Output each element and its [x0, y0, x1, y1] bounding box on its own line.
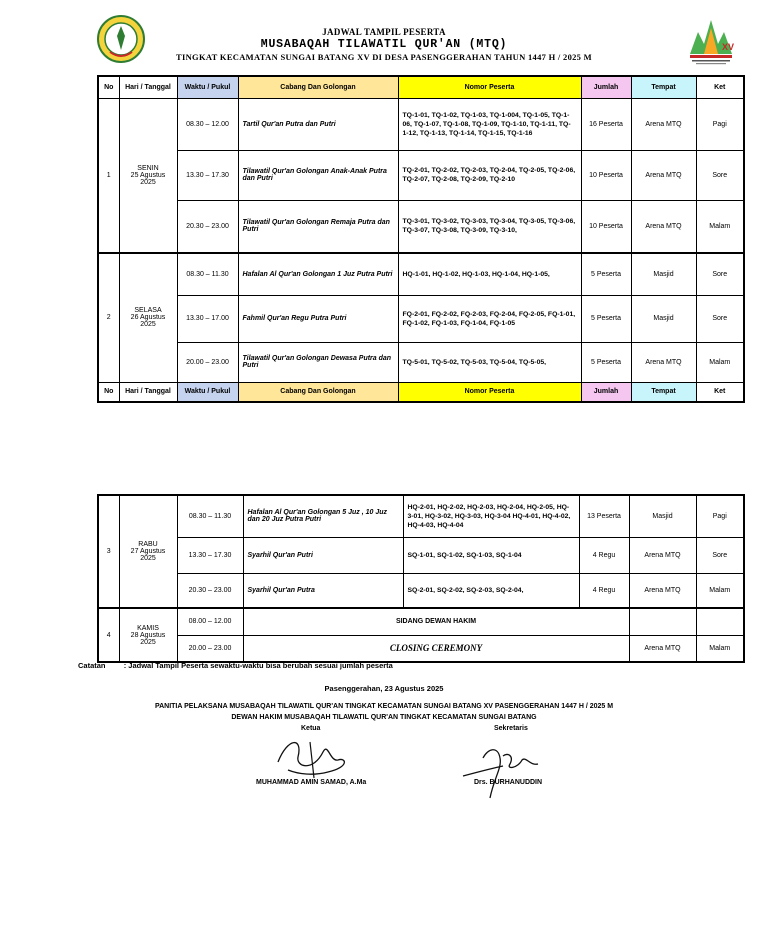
- branch-cell: Syarhil Qur'an Putra: [243, 573, 403, 608]
- day-name: RABU: [138, 541, 158, 548]
- schedule-table-page1: [97, 75, 745, 403]
- branch-cell: Tartil Qur'an Putra dan Putri: [238, 98, 398, 150]
- session-cell: Malam: [696, 342, 744, 382]
- sekretaris-role: Sekretaris: [494, 725, 528, 732]
- count-cell: 10 Peserta: [581, 150, 631, 200]
- col-header-nomor: Nomor Peserta: [398, 382, 581, 402]
- count-cell: 13 Peserta: [579, 495, 629, 537]
- count-cell: 5 Peserta: [581, 253, 631, 295]
- table-header-row: [98, 76, 744, 98]
- participant-numbers: TQ-5-01, TQ-5-02, TQ-5-03, TQ-5-04, TQ-5-05,: [398, 342, 581, 382]
- count-cell: 4 Regu: [579, 537, 629, 573]
- venue-cell: [629, 608, 696, 635]
- time-cell: 13.30 – 17.30: [177, 537, 243, 573]
- session-cell: Sore: [696, 253, 744, 295]
- session-cell: Sore: [696, 150, 744, 200]
- day-date: 28 Agustus 2025: [130, 631, 166, 646]
- day-no: 4: [98, 608, 119, 662]
- participant-numbers: SQ-2-01, SQ-2-02, SQ-2-03, SQ-2-04,: [403, 573, 579, 608]
- time-cell: 20.00 – 23.00: [177, 342, 238, 382]
- col-header-hari: Hari / Tanggal: [119, 76, 177, 98]
- branch-cell: Hafalan Al Qur'an Golongan 1 Juz Putra Putri: [238, 253, 398, 295]
- day-no: 2: [98, 253, 119, 382]
- table-footer-header-row: [98, 382, 744, 402]
- ketua-role: Ketua: [301, 725, 321, 732]
- day-cell: [119, 253, 177, 382]
- table-row: [98, 573, 744, 608]
- session-cell: Pagi: [696, 98, 744, 150]
- day-no: 3: [98, 495, 119, 608]
- col-header-hari: Hari / Tanggal: [119, 382, 177, 402]
- session-cell: Malam: [696, 573, 744, 608]
- venue-cell: Arena MTQ: [631, 342, 696, 382]
- time-cell: 13.30 – 17.00: [177, 295, 238, 342]
- table-row: [98, 200, 744, 253]
- branch-cell: Fahmil Qur'an Regu Putra Putri: [238, 295, 398, 342]
- day-cell: [119, 495, 177, 608]
- schedule-table-page2: [97, 494, 745, 663]
- count-cell: 5 Peserta: [581, 295, 631, 342]
- time-cell: 08.30 – 12.00: [177, 98, 238, 150]
- day-name: KAMIS: [137, 624, 159, 632]
- closing-ceremony-cell: CLOSING CEREMONY: [243, 635, 629, 662]
- table-row: [98, 98, 744, 150]
- col-header-ket: Ket: [696, 382, 744, 402]
- participant-numbers: TQ-3-01, TQ-3-02, TQ-3-03, TQ-3-04, TQ-3-05, TQ-3-06, TQ-3-07, TQ-3-08, TQ-3-09, TQ-3-10,: [398, 200, 581, 253]
- sekretaris-signature: [458, 738, 553, 803]
- col-header-nomor: Nomor Peserta: [398, 76, 581, 98]
- col-header-waktu: Waktu / Pukul: [177, 76, 238, 98]
- table-row: [98, 495, 744, 537]
- col-header-no: No: [98, 382, 119, 402]
- col-header-jumlah: Jumlah: [581, 382, 631, 402]
- note-text: : Jadwal Tampil Peserta sewaktu-waktu bisa berubah sesuai jumlah peserta: [123, 661, 393, 670]
- committee-line2: DEWAN HAKIM MUSABAQAH TILAWATIL QUR'AN TINGKAT KECAMATAN SUNGAI BATANG: [231, 714, 537, 721]
- doc-title-line3: TINGKAT KECAMATAN SUNGAI BATANG XV DI DESA PASENGGERAHAN TAHUN 1447 H / 2025 M: [176, 52, 592, 62]
- doc-title-line1: JADWAL TAMPIL PESERTA: [322, 27, 446, 37]
- count-cell: 16 Peserta: [581, 98, 631, 150]
- venue-cell: Arena MTQ: [631, 98, 696, 150]
- col-header-cabang: Cabang Dan Golongan: [238, 76, 398, 98]
- note-label: Catatan: [78, 661, 106, 670]
- branch-cell: Tilawatil Qur'an Golongan Dewasa Putra dan Putri: [238, 342, 398, 382]
- col-header-tempat: Tempat: [631, 76, 696, 98]
- session-cell: Pagi: [696, 495, 744, 537]
- day-no: 1: [98, 98, 119, 253]
- col-header-ket: Ket: [696, 76, 744, 98]
- table-row: [98, 635, 744, 662]
- col-header-no: No: [98, 76, 119, 98]
- time-cell: 08.00 – 12.00: [177, 608, 243, 635]
- table-row: [98, 150, 744, 200]
- venue-cell: Arena MTQ: [629, 635, 696, 662]
- table-row: [98, 295, 744, 342]
- session-cell: Sore: [696, 537, 744, 573]
- count-cell: 5 Peserta: [581, 342, 631, 382]
- day-cell: [119, 608, 177, 662]
- time-cell: 08.30 – 11.30: [177, 495, 243, 537]
- time-cell: 13.30 – 17.30: [177, 150, 238, 200]
- participant-numbers: TQ-2-01, TQ-2-02, TQ-2-03, TQ-2-04, TQ-2-05, TQ-2-06, TQ-2-07, TQ-2-08, TQ-2-09, TQ-2-10: [398, 150, 581, 200]
- col-header-waktu: Waktu / Pukul: [177, 382, 238, 402]
- day-name: SELASA: [134, 307, 162, 315]
- col-header-jumlah: Jumlah: [581, 76, 631, 98]
- branch-cell: Tilawatil Qur'an Golongan Remaja Putra dan Putri: [238, 200, 398, 253]
- venue-cell: Arena MTQ: [629, 537, 696, 573]
- day-date: 26 Agustus 2025: [130, 314, 166, 329]
- table-row: [98, 608, 744, 635]
- venue-cell: Masjid: [631, 253, 696, 295]
- table-row: [98, 537, 744, 573]
- note-line: [78, 661, 393, 670]
- session-cell: Malam: [696, 200, 744, 253]
- session-cell: Malam: [696, 635, 744, 662]
- session-cell: [696, 608, 744, 635]
- participant-numbers: HQ-1-01, HQ-1-02, HQ-1-03, HQ-1-04, HQ-1-05,: [398, 253, 581, 295]
- venue-cell: Masjid: [631, 295, 696, 342]
- branch-cell: Syarhil Qur'an Putri: [243, 537, 403, 573]
- time-cell: 20.30 – 23.00: [177, 573, 243, 608]
- venue-cell: Arena MTQ: [629, 573, 696, 608]
- ketua-signature: [268, 732, 358, 782]
- venue-cell: Masjid: [629, 495, 696, 537]
- venue-cell: Arena MTQ: [631, 150, 696, 200]
- participant-numbers: SQ-1-01, SQ-1-02, SQ-1-03, SQ-1-04: [403, 537, 579, 573]
- logo-roman-numeral: XV: [722, 42, 735, 52]
- table-row: [98, 342, 744, 382]
- branch-cell: Tilawatil Qur'an Golongan Anak-Anak Putra dan Putri: [238, 150, 398, 200]
- participant-numbers: TQ-1-01, TQ-1-02, TQ-1-03, TQ-1-004, TQ-1-05, TQ-1-06, TQ-1-07, TQ-1-08, TQ-1-09, TQ-1-10, TQ-1-11, TQ-1-12, TQ-1-13, TQ-1-14, TQ-1-15, TQ-1-16: [398, 98, 581, 150]
- session-cell: Sore: [696, 295, 744, 342]
- count-cell: 4 Regu: [579, 573, 629, 608]
- day-date: 25 Agustus 2025: [130, 171, 166, 186]
- time-cell: 20.00 – 23.00: [177, 635, 243, 662]
- participant-numbers: HQ-2-01, HQ-2-02, HQ-2-03, HQ-2-04, HQ-2-05, HQ-3-01, HQ-3-02, HQ-3-03, HQ-3-04 HQ-4-01, HQ-4-02, HQ-4-03, HQ-4-04: [403, 495, 579, 537]
- venue-cell: Arena MTQ: [631, 200, 696, 253]
- place-date: Pasenggerahan, 23 Agustus 2025: [324, 684, 444, 693]
- day-cell: [119, 98, 177, 253]
- col-header-cabang: Cabang Dan Golongan: [238, 382, 398, 402]
- table-row: [98, 253, 744, 295]
- judges-session-cell: SIDANG DEWAN HAKIM: [243, 608, 629, 635]
- doc-title-line2: MUSABAQAH TILAWATIL QUR'AN (MTQ): [260, 38, 508, 51]
- committee-line1: PANITIA PELAKSANA MUSABAQAH TILAWATIL QUR'AN TINGKAT KECAMATAN SUNGAI BATANG XV PASENGGERAHAN 1447 H / 2025 M: [154, 703, 614, 710]
- count-cell: 10 Peserta: [581, 200, 631, 253]
- col-header-tempat: Tempat: [631, 382, 696, 402]
- participant-numbers: FQ-2-01, FQ-2-02, FQ-2-03, FQ-2-04, FQ-2-05, FQ-1-01, FQ-1-02, FQ-1-03, FQ-1-04, FQ-1-05: [398, 295, 581, 342]
- day-name: SENIN: [137, 164, 159, 172]
- sekretaris-name: Drs. BURHANUDDIN: [474, 779, 543, 786]
- day-date: 27 Agustus 2025: [130, 548, 166, 562]
- time-cell: 20.30 – 23.00: [177, 200, 238, 253]
- ketua-name: MUHAMMAD AMIN SAMAD, A.Ma: [256, 779, 367, 786]
- time-cell: 08.30 – 11.30: [177, 253, 238, 295]
- branch-cell: Hafalan Al Qur'an Golongan 5 Juz , 10 Juz dan 20 Juz Putra Putri: [243, 495, 403, 537]
